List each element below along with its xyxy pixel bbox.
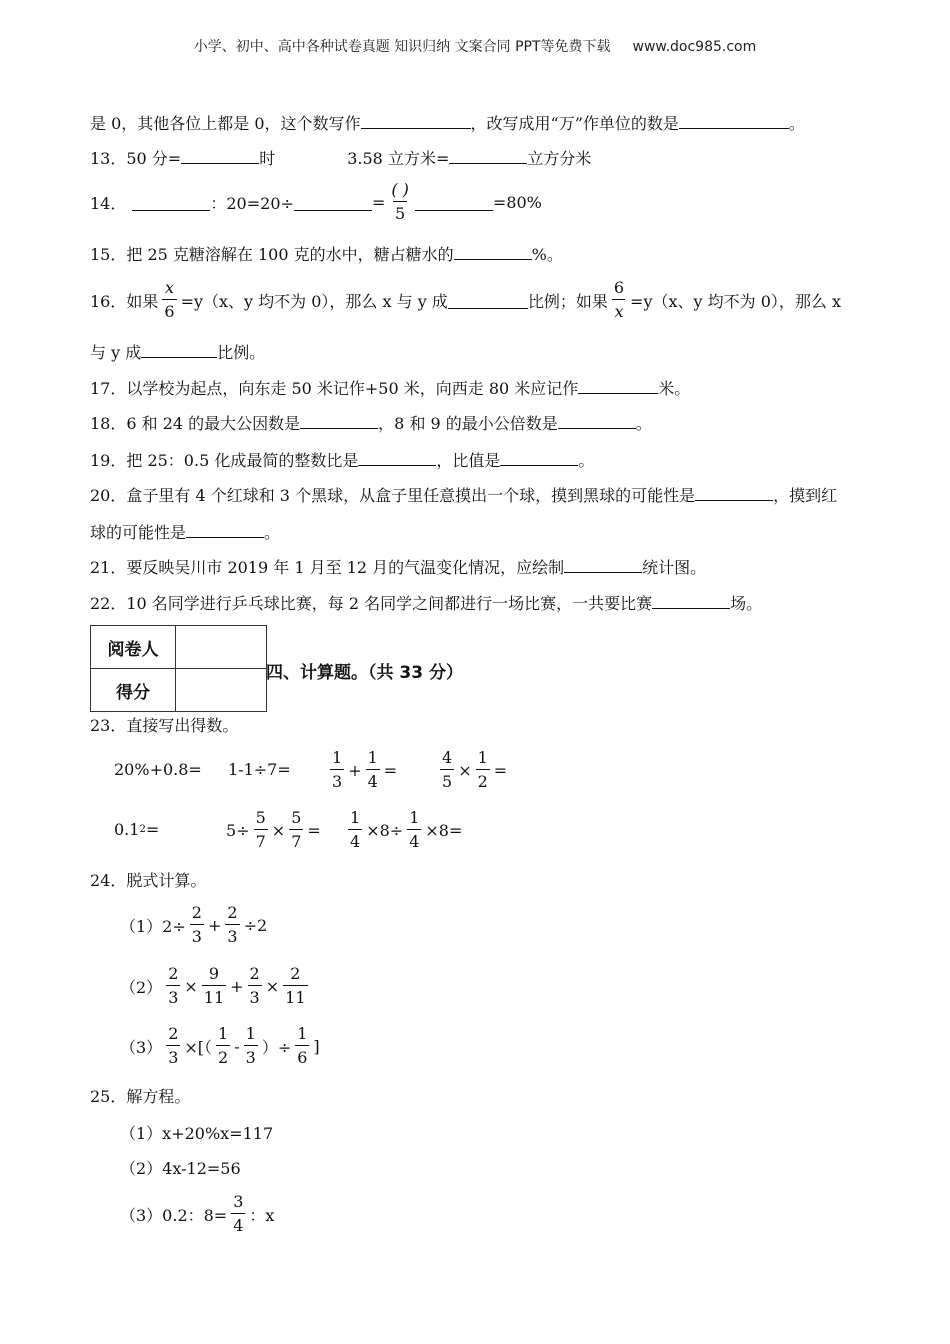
fraction: $\frac{4}{5}$	[442, 748, 453, 791]
score-cell[interactable]	[176, 669, 267, 712]
expr-5: 0.1 2 =	[114, 820, 160, 839]
header-text: 小学、初中、高中各种试卷真题 知识归纳 文案合同 PPT等免费下载	[193, 39, 611, 55]
equation-1: （1）x+20%x=117	[120, 1124, 274, 1143]
question-12-cont: 是 0，其他各位上都是 0，这个数写作 ，改写成用“万”作单位的数是 。	[90, 114, 805, 133]
answer-blank[interactable]	[181, 147, 259, 164]
section-title: 四、计算题。（共 33 分）	[266, 663, 463, 683]
fraction: $\frac{9}{11}$	[203, 964, 225, 1007]
answer-blank[interactable]	[361, 112, 471, 129]
question-17: 17．以学校为起点，向东走 50 米记作+50 米，向西走 80 米应记作 米。	[90, 379, 691, 398]
expr-3: $\frac{1}{3}$ + $\frac{1}{4}$ =	[332, 748, 398, 791]
answer-blank[interactable]	[564, 556, 642, 573]
fraction: $\frac{2}{3}$	[249, 964, 260, 1007]
fraction: $\frac{2}{3}$	[168, 1024, 179, 1067]
fraction: $\frac{1}{3}$	[332, 748, 343, 791]
question-16: 16．如果 $\frac{x}{6}$ =y（x、y 均不为 0），那么 x 与 y 成 比例；如果 $\frac{6}{x}$ =y（x、y 均不为 0），那么 x	[90, 278, 842, 321]
answer-blank[interactable]	[415, 194, 493, 211]
equation-2: （2）4x-12=56	[120, 1159, 241, 1178]
answer-blank[interactable]	[695, 484, 773, 501]
fraction: $\frac{2}{3}$	[227, 903, 238, 946]
expr-2: 1-1÷7=	[228, 760, 291, 779]
fraction: $\frac{1}{4}$	[409, 808, 420, 851]
question-13: 13．50 分= 时 3.58 立方米= 立方分米	[90, 149, 592, 168]
calc-1: （1）2÷ $\frac{2}{3}$ + $\frac{2}{3}$ ÷2	[120, 903, 268, 946]
fraction: $\frac{1}{2}$	[477, 748, 488, 791]
question-18: 18．6 和 24 的最大公因数是 ，8 和 9 的最小公倍数是 。	[90, 414, 652, 433]
answer-blank[interactable]	[454, 243, 532, 260]
fraction: $\frac{2}{11}$	[285, 964, 306, 1007]
fraction: $\frac{5}{7}$	[291, 808, 302, 851]
reviewer-label: 阅卷人	[91, 626, 176, 669]
answer-blank[interactable]	[578, 377, 658, 394]
answer-blank[interactable]	[679, 112, 789, 129]
fraction: $\frac{2}{3}$	[168, 964, 179, 1007]
question-21: 21．要反映吴川市 2019 年 1 月至 12 月的气温变化情况，应绘制 统计图。	[90, 558, 707, 577]
answer-blank[interactable]	[449, 147, 527, 164]
expr-6: 5÷ $\frac{5}{7}$ × $\frac{5}{7}$ =	[226, 808, 321, 851]
fraction: $\frac{1}{6}$	[297, 1024, 308, 1067]
fraction: $\frac{1}{4}$	[350, 808, 361, 851]
question-19: 19．把 25：0.5 化成最简的整数比是 ，比值是 。	[90, 451, 595, 470]
answer-blank[interactable]	[358, 449, 436, 466]
question-14: 14． ：20=20÷ = $\frac{( )}{5}$ =80%	[90, 180, 542, 223]
score-table	[90, 625, 267, 712]
answer-blank[interactable]	[141, 341, 217, 358]
expr-4: $\frac{4}{5}$ × $\frac{1}{2}$ =	[442, 748, 508, 791]
reviewer-cell[interactable]	[176, 626, 267, 669]
fraction: $\frac{x}{6}$	[164, 278, 175, 321]
answer-blank[interactable]	[558, 412, 636, 429]
answer-blank[interactable]	[300, 412, 378, 429]
answer-blank[interactable]	[500, 449, 578, 466]
fraction: $\frac{3}{4}$	[233, 1192, 244, 1235]
answer-blank[interactable]	[186, 521, 264, 538]
answer-blank[interactable]	[132, 194, 210, 211]
fraction: $\frac{1}{4}$	[367, 748, 378, 791]
fraction: $\frac{1}{2}$	[218, 1024, 229, 1067]
expr-7: $\frac{1}{4}$ ×8÷ $\frac{1}{4}$ ×8=	[350, 808, 463, 851]
answer-blank[interactable]	[652, 592, 730, 609]
score-label: 得分	[91, 669, 176, 712]
fraction: $\frac{( )}{5}$	[391, 180, 409, 223]
question-20: 20．盒子里有 4 个红球和 3 个黑球，从盒子里任意摸出一个球，摸到黑球的可能性是 ，摸到红	[90, 486, 838, 505]
question-20-cont: 球的可能性是 。	[90, 523, 281, 542]
answer-blank[interactable]	[448, 292, 528, 309]
fraction: $\frac{5}{7}$	[255, 808, 266, 851]
calc-3: （3） $\frac{2}{3}$ ×[（ $\frac{1}{2}$ - $\frac{1}{3}$ ）÷ $\frac{1}{6}$ ]	[120, 1024, 320, 1067]
fraction: $\frac{1}{3}$	[245, 1024, 256, 1067]
fraction: $\frac{6}{x}$	[613, 278, 625, 321]
question-23-title: 23．直接写出得数。	[90, 716, 239, 735]
answer-blank[interactable]	[294, 194, 372, 211]
equation-3: （3）0.2：8= $\frac{3}{4}$ ：x	[120, 1192, 275, 1235]
question-24-title: 24．脱式计算。	[90, 871, 207, 890]
page-header	[0, 36, 950, 56]
header-site: www.doc985.com	[632, 39, 757, 55]
question-25-title: 25．解方程。	[90, 1087, 191, 1106]
calc-2: （2） $\frac{2}{3}$ × $\frac{9}{11}$ + $\frac{2}{3}$ × $\frac{2}{11}$	[120, 964, 306, 1007]
question-22: 22．10 名同学进行乒乓球比赛，每 2 名同学之间都进行一场比赛，一共要比赛 场。	[90, 594, 763, 613]
question-15: 15．把 25 克糖溶解在 100 克的水中，糖占糖水的 %。	[90, 245, 563, 264]
question-16-cont: 与 y 成 比例。	[90, 343, 266, 362]
expr-1: 20%+0.8=	[114, 760, 202, 779]
fraction: $\frac{2}{3}$	[191, 903, 202, 946]
